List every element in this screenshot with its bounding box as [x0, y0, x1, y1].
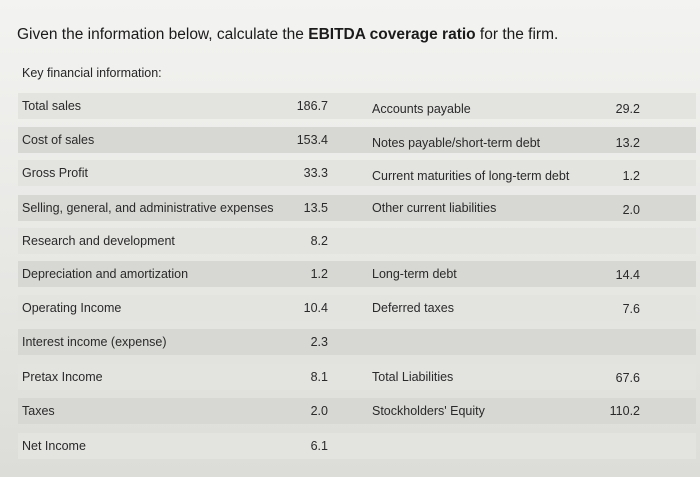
income-value: 6.1: [310, 439, 328, 453]
liability-value: 29.2: [615, 102, 640, 116]
key-info-label: Key financial information:: [22, 66, 162, 80]
liability-label: Current maturities of long-term debt: [372, 169, 570, 183]
income-value: 153.4: [296, 133, 328, 147]
income-value: 10.4: [303, 301, 328, 315]
income-value: 1.2: [310, 267, 328, 281]
liability-label: Deferred taxes: [372, 301, 454, 315]
table-row: [18, 329, 696, 355]
liability-value: 1.2: [622, 169, 640, 183]
income-value: 2.3: [310, 335, 328, 349]
income-label: Selling, general, and administrative expenses: [22, 201, 274, 215]
liability-value: 14.4: [615, 268, 640, 282]
question-text: [17, 26, 558, 44]
income-value: 8.1: [310, 370, 328, 384]
liability-value: [578, 329, 640, 355]
liability-value: [578, 433, 640, 459]
table-row: [18, 93, 696, 119]
income-label: Net Income: [22, 439, 86, 453]
income-value: 33.3: [303, 166, 328, 180]
liability-value: 13.2: [615, 136, 640, 150]
question-suffix: for the firm.: [475, 26, 559, 43]
liability-value: 7.6: [622, 302, 640, 316]
income-label: Operating Income: [22, 301, 122, 315]
table-row: [18, 433, 696, 459]
liability-label: Stockholders' Equity: [372, 404, 485, 418]
liability-label: Notes payable/short-term debt: [372, 136, 541, 150]
table-row: [18, 364, 696, 390]
income-label: Pretax Income: [22, 370, 103, 384]
income-label: Total sales: [22, 99, 82, 113]
income-value: 13.5: [303, 201, 328, 215]
income-value: 2.0: [310, 404, 328, 418]
liability-value: [578, 228, 640, 254]
question-bold: EBITDA coverage ratio: [308, 26, 476, 43]
income-label: Research and development: [22, 234, 175, 248]
liability-value: 67.6: [615, 371, 640, 385]
income-value: 8.2: [310, 234, 328, 248]
income-label: Cost of sales: [22, 133, 95, 147]
income-value: 186.7: [296, 99, 328, 113]
income-label: Interest income (expense): [22, 335, 167, 349]
table-row: [18, 398, 696, 424]
table-row: [18, 160, 696, 186]
income-label: Gross Profit: [22, 166, 88, 180]
table-row: [18, 261, 696, 287]
table-row: [18, 127, 696, 153]
liability-value: 110.2: [609, 404, 640, 418]
liability-label: Accounts payable: [372, 102, 471, 116]
table-row: [18, 295, 696, 321]
question-prefix: Given the information below, calculate the: [17, 26, 309, 43]
table-row: [18, 195, 696, 221]
income-label: Taxes: [22, 404, 55, 418]
liability-label: Other current liabilities: [372, 201, 497, 215]
table-row: [18, 228, 696, 254]
liability-value: 2.0: [622, 203, 640, 217]
liability-label: Total Liabilities: [372, 370, 454, 384]
income-label: Depreciation and amortization: [22, 267, 189, 281]
liability-label: Long-term debt: [372, 267, 457, 281]
